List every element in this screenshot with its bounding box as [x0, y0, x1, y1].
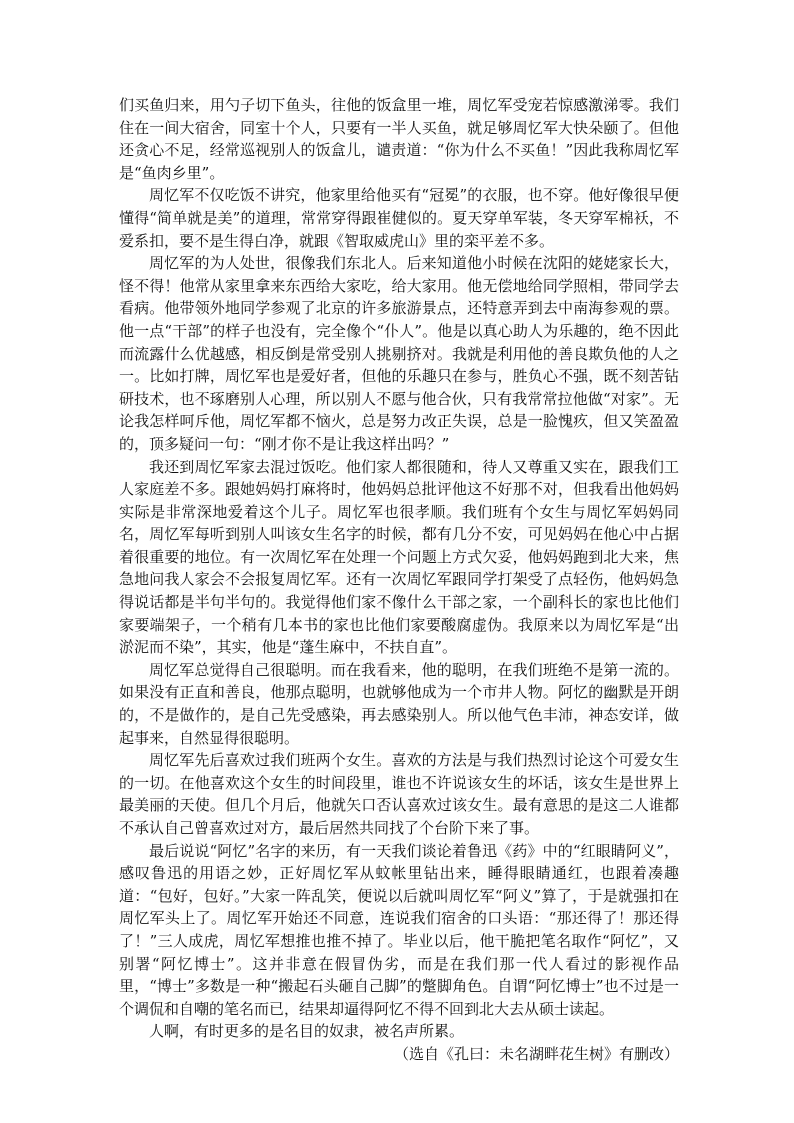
paragraph-5: 周忆军总觉得自己很聪明。而在我看来，他的聪明，在我们班绝不是第一流的。如果没有正直和善良，他那点聪明，也就够他成为一个市井人物。阿忆的幽默是开朗的，不是做作的，是自己先受感染，再去感染别人。所以他气色丰沛，神态安详，做起事来，自然显得很聪明。	[119, 660, 679, 747]
source-citation: （选自《孔曰：未名湖畔花生树》有删改）	[393, 1044, 679, 1063]
paragraph-1: 们买鱼归来，用勺子切下鱼头，往他的饭盒里一堆，周忆军受宠若惊感激涕零。我们住在一间大宿舍，同室十个人，只要有一半人买鱼，就足够周忆军大快朵颐了。但他还贪心不足，经常巡视别人的饭盒儿，谴责道：“你为什么不买鱼！”因此我称周忆军是“鱼肉乡里”。	[119, 96, 679, 182]
paragraph-6: 周忆军先后喜欢过我们班两个女生。喜欢的方法是与我们热烈讨论这个可爱女生的一切。在他喜欢这个女生的时间段里，谁也不许说该女生的坏话，该女生是世界上最美丽的天使。但几个月后，他就矢口否认喜欢过该女生。最有意思的是这二人谁都不承认自己曾喜欢过对方，最后居然共同找了个台阶下来了事。	[119, 751, 679, 837]
paragraph-4: 我还到周忆军家去混过饭吃。他们家人都很随和，待人又尊重又实在，跟我们工人家庭差不多。跟她妈妈打麻将时，他妈妈总批评他这不好那不对，但我看出他妈妈实际是非常深地爱着这个儿子。周忆军也很孝顺。我们班有个女生与周忆军妈妈同名，周忆军每听到别人叫该女生名字的时候，都有几分不安，可见妈妈在他心中占据着很重要的地位。有一次周忆军在处理一个问题上方式欠妥，他妈妈跑到北大来，焦急地问我人家会不会报复周忆军。还有一次周忆军跟同学打架受了点轻伤，他妈妈急得说话都是半句半句的。我觉得他们家不像什么干部之家，一个副科长的家也比他们家要端架子，一个稍有几本书的家也比他们家要酸腐虚伪。我原来以为周忆军是“出淤泥而不染”，其实，他是“蓬生麻中，不扶自直”。	[119, 457, 679, 657]
paragraph-3: 周忆军的为人处世，很像我们东北人。后来知道他小时候在沈阳的姥姥家长大，怪不得！他常从家里拿来东西给大家吃，给大家用。他无偿地给同学照相，带同学去看病。他带领外地同学参观了北京的许多旅游景点，还特意弄到去中南海参观的票。他一点“干部”的样子也没有，完全像个“仆人”。他是以真心助人为乐趣的，绝不因此而流露什么优越感，相反倒是常受别人挑剔挤对。我就是利用他的善良欺负他的人之一。比如打牌，周忆军也是爱好者，但他的乐趣只在参与，胜负心不强，既不刻苦钻研技术，也不琢磨别人心理，所以别人不愿与他合伙，只有我常常拉他做“对家”。无论我怎样呵斥他，周忆军都不恼火，总是努力改正失误，总是一脸愧疚，但又笑盈盈的，顶多疑问一句：“刚才你不是让我这样出吗？”	[119, 254, 679, 453]
paragraph-8: 人啊，有时更多的是名目的奴隶，被名声所累。	[149, 1022, 465, 1041]
article-body	[119, 94, 679, 1066]
paragraph-7: 最后说说“阿忆”名字的来历，有一天我们谈论着鲁迅《药》中的“红眼睛阿义”，感叹鲁迅的用语之妙，正好周忆军从蚊帐里钻出来，睡得眼睛通红，也跟着凑趣道：“包好，包好。”大家一阵乱笑，便说以后就叫周忆军“阿义”算了，于是就强扣在周忆军头上了。周忆军开始还不同意，连说我们宿舍的口头语：“那还得了！那还得了！”三人成虎，周忆军想推也推不掉了。毕业以后，他干脆把笔名取作“阿忆”，又别署“阿忆博士”。这并非意在假冒伪劣，而是在我们那一代人看过的影视作品里，“博士”多数是一种“搬起石头砸自己脚”的蹩脚角色。自谓“阿忆博士”也不过是一个调侃和自嘲的笔名而已，结果却逼得阿忆不得不回到北大去从硕士读起。	[119, 841, 679, 1018]
paragraph-2: 周忆军不仅吃饭不讲究，他家里给他买有“冠冕”的衣服，也不穿。他好像很早便懂得“简单就是美”的道理，常常穿得跟崔健似的。夏天穿单军装，冬天穿军棉袄，不爱系扣，要不是生得白净，就跟《智取威虎山》里的栾平差不多。	[119, 186, 679, 250]
